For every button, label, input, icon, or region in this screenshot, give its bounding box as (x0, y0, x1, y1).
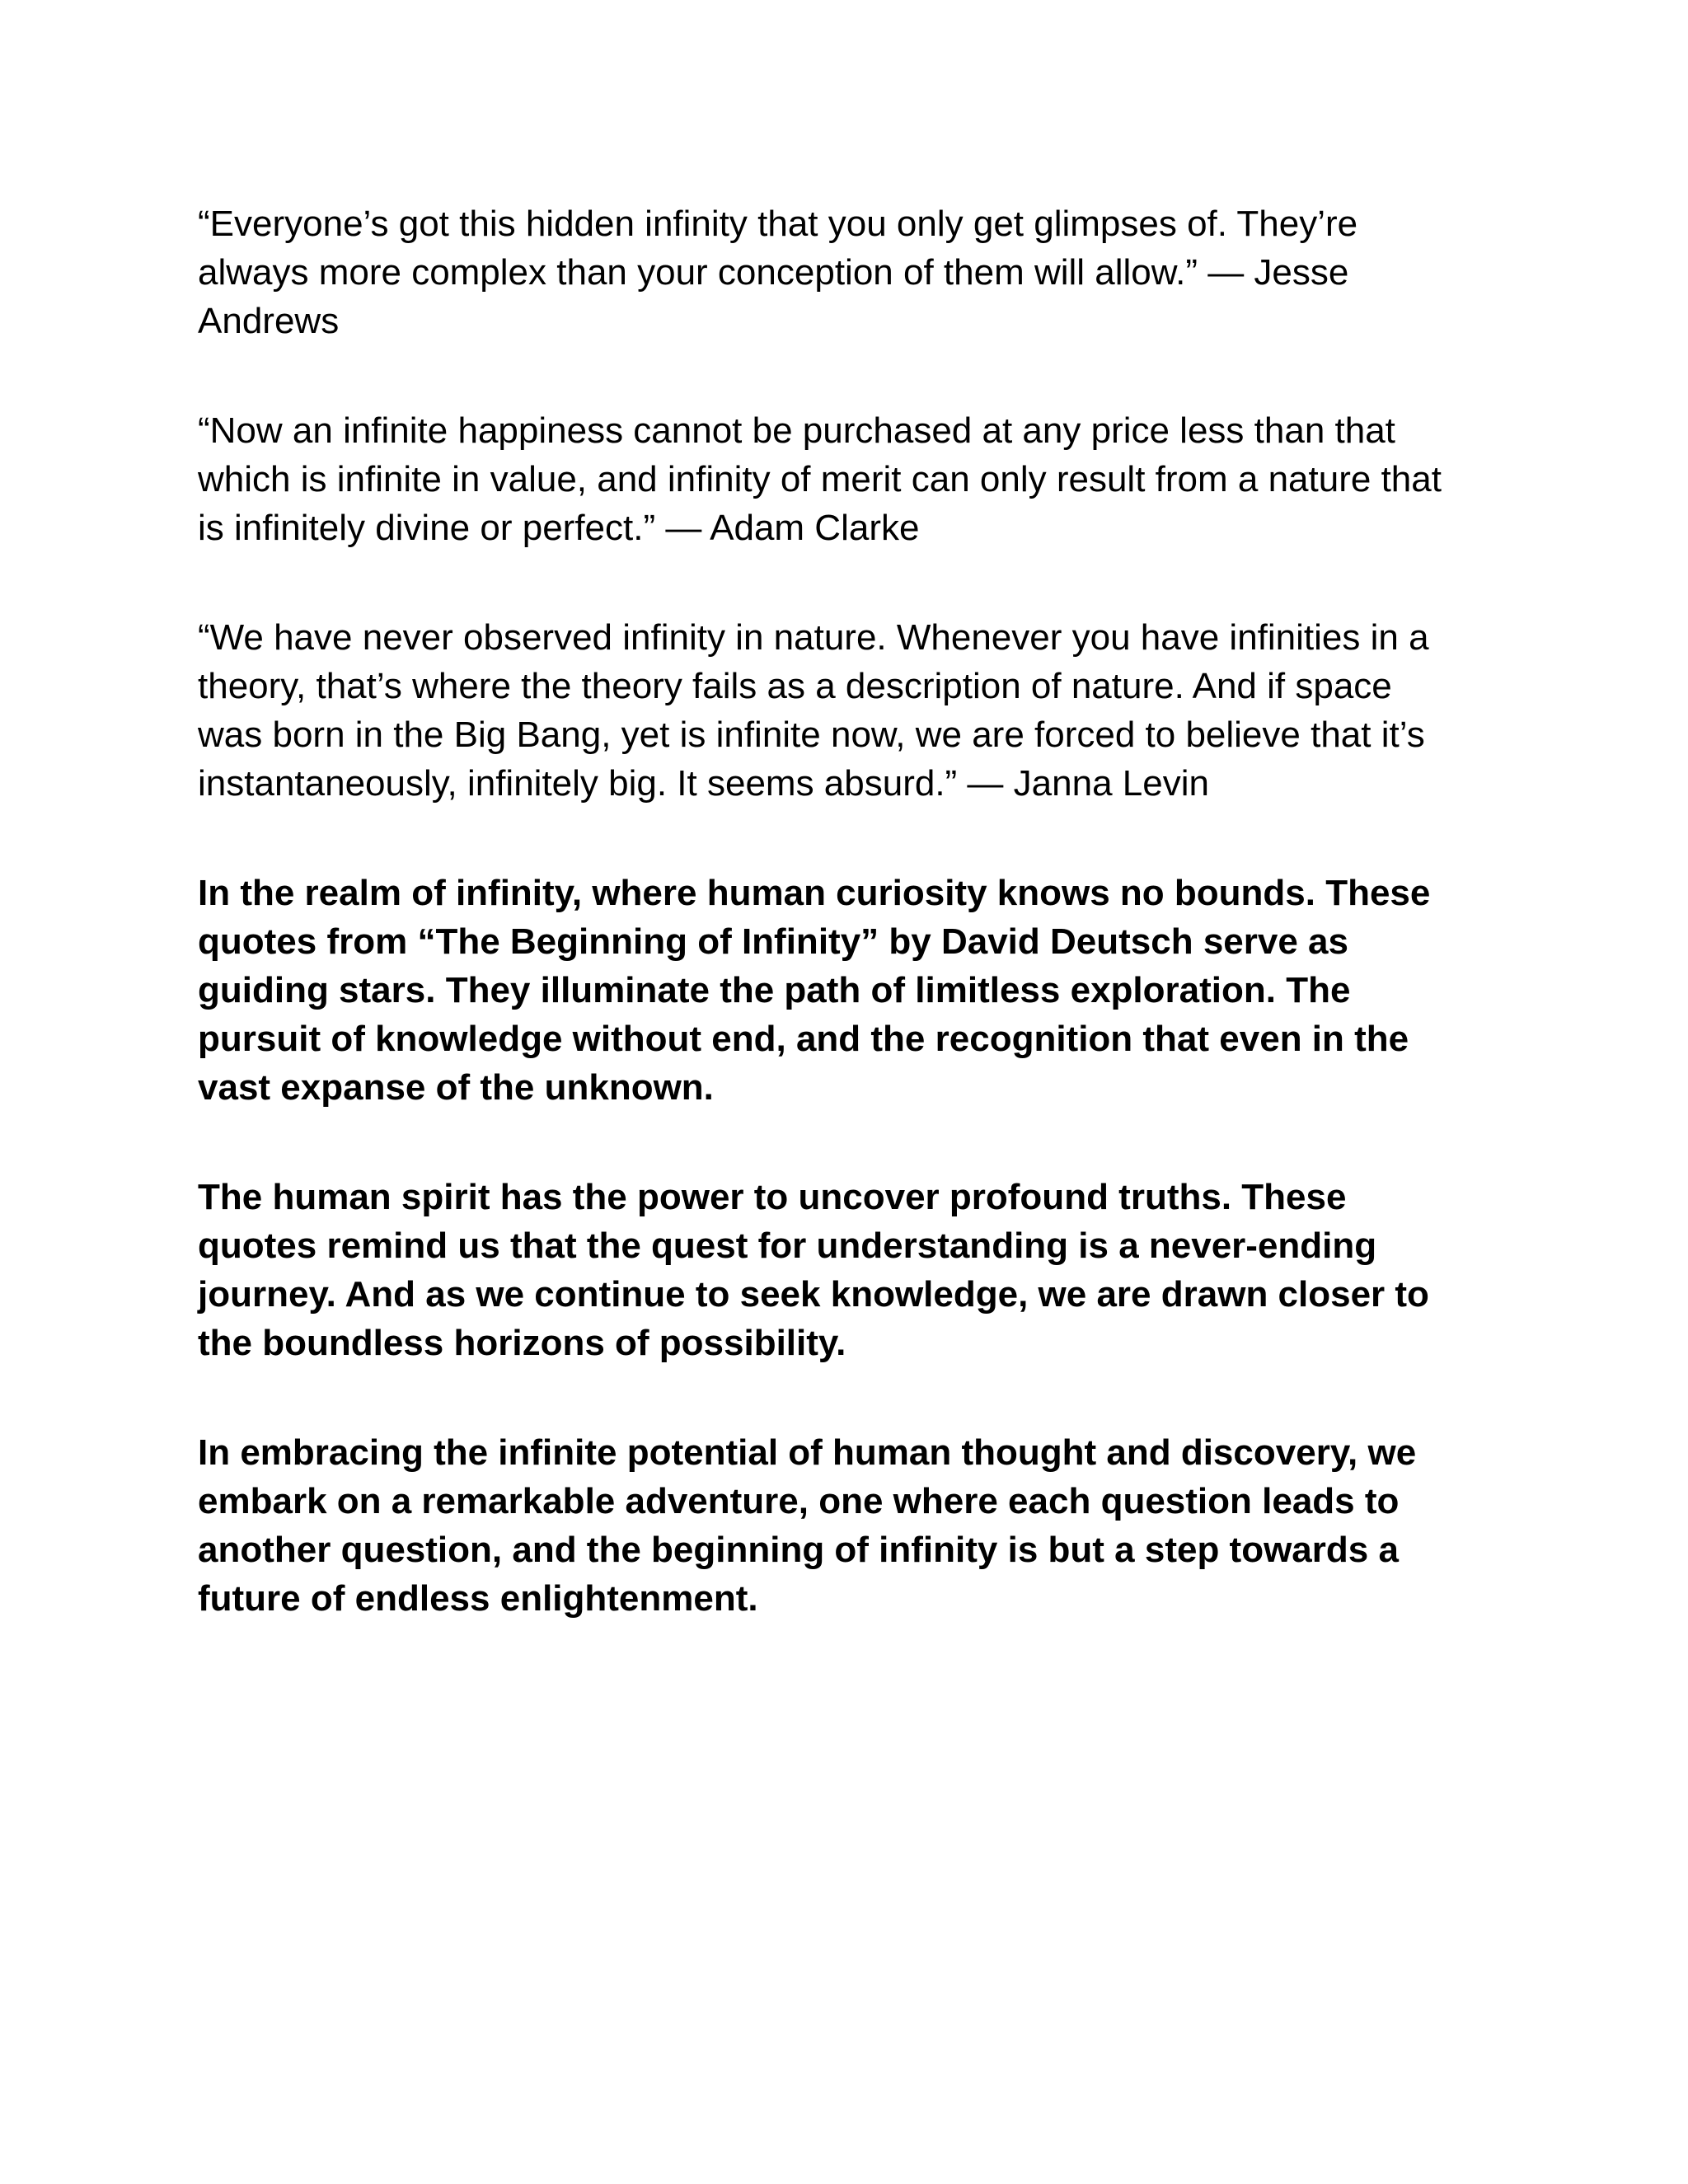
text-line: vast expanse of the unknown. (198, 1067, 714, 1108)
text-line: which is infinite in value, and infinity of merit can only result from a nature that (198, 459, 1442, 499)
quote-jesse-andrews (198, 199, 1500, 345)
text-line: journey. And as we continue to seek knowledge, we are drawn closer to (198, 1274, 1429, 1315)
text-line: is infinitely divine or perfect.” — Adam Clarke (198, 508, 920, 548)
text-line: “We have never observed infinity in nature. Whenever you have infinities in a (198, 617, 1429, 658)
text-line: “Now an infinite happiness cannot be purchased at any price less than that (198, 410, 1395, 451)
text-line: future of endless enlightenment. (198, 1578, 758, 1619)
quote-janna-levin (198, 613, 1500, 808)
text-line: instantaneously, infinitely big. It seems absurd.” — Janna Levin (198, 763, 1209, 804)
document-body (198, 199, 1500, 1684)
text-line: the boundless horizons of possibility. (198, 1323, 846, 1363)
quote-adam-clarke (198, 406, 1500, 552)
text-line: another question, and the beginning of infinity is but a step towards a (198, 1530, 1399, 1570)
text-line: guiding stars. They illuminate the path of limitless exploration. The (198, 970, 1351, 1010)
bold-paragraph-realm-of-infinity (198, 869, 1500, 1112)
text-line: was born in the Big Bang, yet is infinite now, we are forced to believe that it’s (198, 715, 1425, 755)
text-line: theory, that’s where the theory fails as a description of nature. And if space (198, 666, 1392, 706)
text-line: The human spirit has the power to uncover profound truths. These (198, 1177, 1347, 1217)
text-line: “Everyone’s got this hidden infinity that you only get glimpses of. They’re (198, 204, 1358, 244)
text-line: always more complex than your conception of them will allow.” — Jesse (198, 252, 1349, 293)
bold-paragraph-human-spirit (198, 1173, 1500, 1367)
text-line: pursuit of knowledge without end, and the recognition that even in the (198, 1019, 1409, 1059)
text-line: In the realm of infinity, where human curiosity knows no bounds. These (198, 873, 1431, 913)
text-line: quotes from “The Beginning of Infinity” by David Deutsch serve as (198, 921, 1348, 962)
text-line: embark on a remarkable adventure, one where each question leads to (198, 1481, 1400, 1521)
text-line: Andrews (198, 301, 340, 341)
bold-paragraph-embracing-potential (198, 1428, 1500, 1623)
text-line: quotes remind us that the quest for understanding is a never-ending (198, 1226, 1377, 1266)
text-line: In embracing the infinite potential of human thought and discovery, we (198, 1432, 1417, 1473)
